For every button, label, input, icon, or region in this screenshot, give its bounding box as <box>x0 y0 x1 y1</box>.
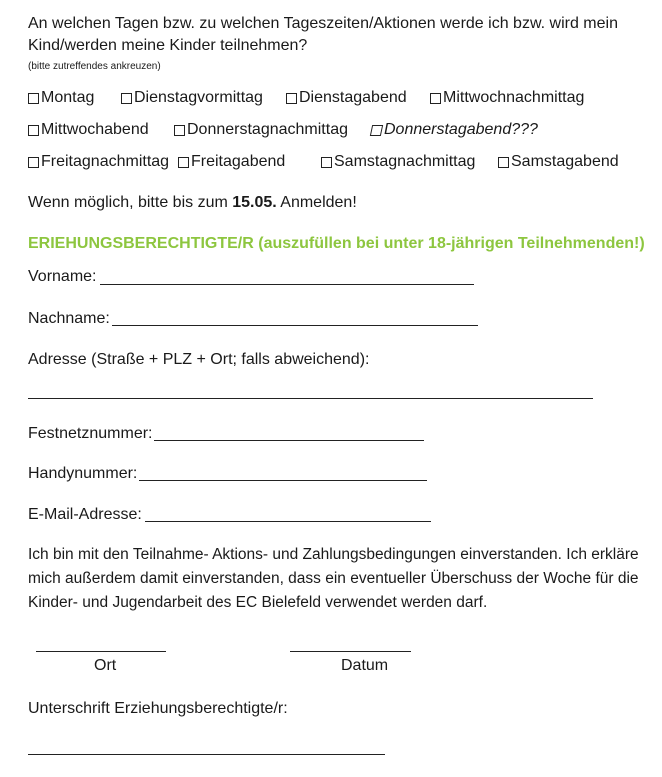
unterschrift-label: Unterschrift Erziehungsberechtigte/r: <box>28 700 288 717</box>
adresse-field[interactable] <box>28 398 593 399</box>
unterschrift-field[interactable] <box>28 754 385 755</box>
checkbox-icon[interactable] <box>430 93 441 104</box>
guardian-heading <box>28 235 645 253</box>
option-label: Samstagabend <box>511 153 619 170</box>
adresse-label: Adresse (Straße + PLZ + Ort; falls abweichend): <box>28 351 370 368</box>
option-montag[interactable] <box>28 88 94 108</box>
email-label: E-Mail-Adresse: <box>28 506 142 523</box>
question-line-2: Kind/werden meine Kinder teilnehmen? <box>28 37 308 54</box>
option-dienstagabend[interactable] <box>286 88 407 108</box>
datum-label: Datum <box>341 657 389 674</box>
option-dienstagvormittag[interactable] <box>121 88 263 108</box>
checkbox-icon[interactable] <box>121 93 132 104</box>
deadline-date: 15.05. <box>232 194 277 211</box>
checkbox-icon[interactable] <box>321 157 332 168</box>
guardian-heading-note: (auszufüllen bei unter 18-jährigen Teilnehmenden!) <box>258 235 645 252</box>
option-samstagabend[interactable] <box>498 152 619 172</box>
option-label: Mittwochnachmittag <box>443 89 585 106</box>
deadline-prefix: Wenn möglich, bitte bis zum <box>28 194 233 211</box>
nachname-label: Nachname: <box>28 310 110 327</box>
option-label: Samstagnachmittag <box>334 153 476 170</box>
festnetz-field[interactable] <box>154 440 424 441</box>
option-freitagnachmittag[interactable] <box>28 152 169 172</box>
option-label: Montag <box>41 89 95 106</box>
option-label: Dienstagvormittag <box>134 89 263 106</box>
checkbox-icon[interactable] <box>286 93 297 104</box>
guardian-heading-title: ERIEHUNGSBERECHTIGTE/R <box>28 235 254 252</box>
option-label: Donnerstagabend??? <box>384 121 538 138</box>
checkbox-icon[interactable] <box>370 125 383 136</box>
festnetz-label: Festnetznummer: <box>28 425 153 442</box>
checkbox-icon[interactable] <box>178 157 189 168</box>
checkbox-icon[interactable] <box>28 157 39 168</box>
option-mittwochabend[interactable] <box>28 120 149 140</box>
consent-line-1: Ich bin mit den Teilnahme- Aktions- und Zahlungsbedingungen einverstanden. Ich erkläre <box>28 546 639 563</box>
checkbox-hint: (bitte zutreffendes ankreuzen) <box>28 61 161 72</box>
checkbox-icon[interactable] <box>498 157 509 168</box>
option-freitagabend[interactable] <box>178 152 285 172</box>
ort-label: Ort <box>94 657 117 674</box>
option-label: Freitagabend <box>191 153 286 170</box>
handy-field[interactable] <box>139 480 427 481</box>
handy-label: Handynummer: <box>28 465 138 482</box>
ort-field[interactable] <box>36 651 166 652</box>
question-line-1: An welchen Tagen bzw. zu welchen Tageszeiten/Aktionen werde ich bzw. wird mein <box>28 15 618 32</box>
vorname-field[interactable] <box>100 284 474 285</box>
consent-line-3: Kinder- und Jugendarbeit des EC Bielefeld verwendet werden darf. <box>28 594 488 611</box>
datum-field[interactable] <box>290 651 411 652</box>
option-donnerstagabend[interactable] <box>371 120 538 140</box>
consent-line-2: mich außerdem damit einverstanden, dass ein eventueller Überschuss der Woche für die <box>28 570 639 587</box>
option-label: Donnerstagnachmittag <box>187 121 348 138</box>
option-samstagnachmittag[interactable] <box>321 152 475 172</box>
checkbox-icon[interactable] <box>174 125 185 136</box>
email-field[interactable] <box>145 521 431 522</box>
deadline-note <box>28 193 357 213</box>
nachname-field[interactable] <box>112 325 478 326</box>
checkbox-icon[interactable] <box>28 93 39 104</box>
deadline-suffix: Anmelden! <box>276 194 357 211</box>
option-label: Freitagnachmittag <box>41 153 170 170</box>
option-label: Dienstagabend <box>299 89 407 106</box>
option-label: Mittwochabend <box>41 121 149 138</box>
vorname-label: Vorname: <box>28 268 97 285</box>
option-donnerstagnachmittag[interactable] <box>174 120 348 140</box>
option-mittwochnachmittag[interactable] <box>430 88 584 108</box>
checkbox-icon[interactable] <box>28 125 39 136</box>
